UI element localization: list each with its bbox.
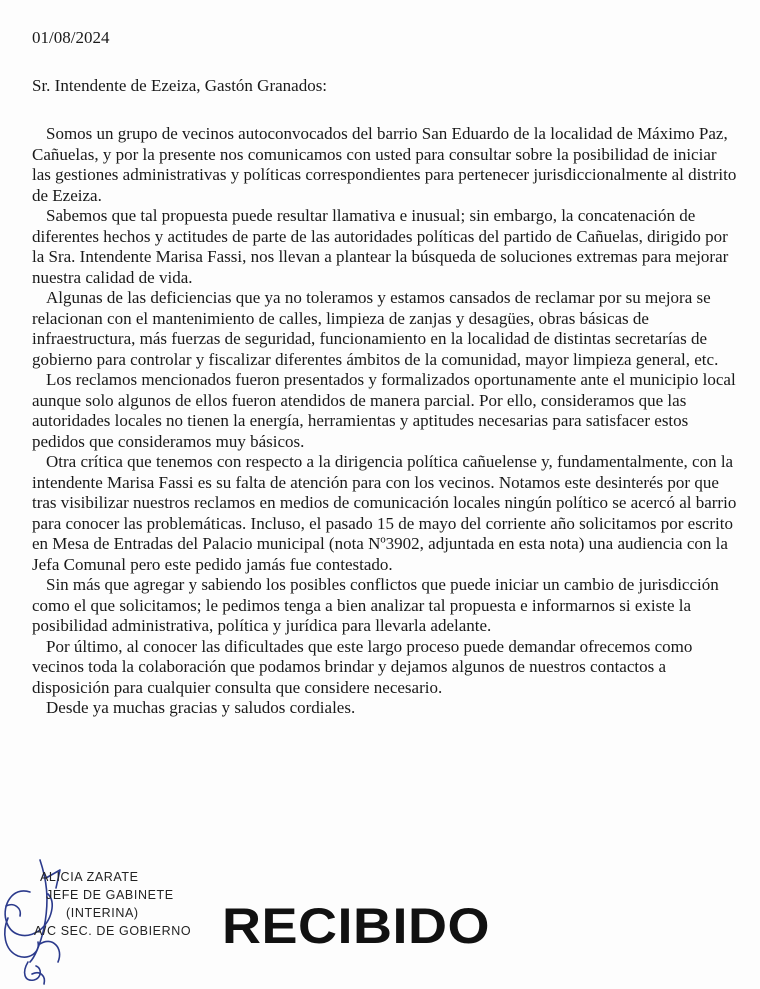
paragraph-1: Somos un grupo de vecinos autoconvocados del barrio San Eduardo de la localidad de Máximo Paz, Cañuelas, y por la presente nos comunicamos con usted para consultar sobre la posibilidad de iniciar las gestiones administrativas y políticas correspondientes para pertenecer jurisdiccionalmente al distrito de Ezeiza.: [32, 124, 737, 205]
stamp-title: JEFE DE GABINETE: [46, 888, 174, 902]
stamp-department: A/C SEC. DE GOBIERNO: [34, 924, 192, 938]
letter-body: [32, 124, 738, 719]
letter-date: 01/08/2024: [32, 28, 110, 47]
paragraph-3: Algunas de las deficiencias que ya no toleramos y estamos cansados de reclamar por su mejora se relacionan con el mantenimiento de calles, limpieza de zanjas y desagües, obras básicas de infraestructura, más fuerzas de seguridad, funcionamiento en la localidad de distintas secretarías de gobierno para controlar y fiscalizar diferentes ámbitos de la comunidad, mayor limpieza general, etc.: [32, 288, 719, 369]
paragraph-8: Desde ya muchas gracias y saludos cordiales.: [46, 698, 356, 717]
stamp-interim: (INTERINA): [66, 906, 139, 920]
paragraph-6: Sin más que agregar y sabiendo los posibles conflictos que puede iniciar un cambio de jurisdicción como el que solicitamos; le pedimos tenga a bien analizar tal propuesta e informarnos si existe la posibilidad administrativa, política y jurídica para llevarla adelante.: [32, 575, 719, 635]
stamp-name: ALICIA ZARATE: [40, 870, 139, 884]
paragraph-2: Sabemos que tal propuesta puede resultar llamativa e inusual; sin embargo, la concatenación de diferentes hechos y actitudes de parte de las autoridades políticas del partido de Cañuelas, dirigido por la Sra. Intendente Marisa Fassi, nos llevan a plantear la búsqueda de soluciones extremas para mejorar nuestra calidad de vida.: [32, 206, 729, 287]
paragraph-5: Otra crítica que tenemos con respecto a la dirigencia política cañuelense y, fundamentalmente, con la intendente Marisa Fassi es su falta de atención para con los vecinos. Notamos este desinterés por que tras visibilizar nuestros reclamos en medios de comunicación locales ningún político se acercó al barrio para conocer las problemáticas. Incluso, el pasado 15 de mayo del corriente año solicitamos por escrito en Mesa de Entradas del Palacio municipal (nota Nº3902, adjuntada en esta nota) una audiencia con la Jefa Comunal pero este pedido jamás fue contestado.: [32, 452, 737, 574]
paragraph-7: Por último, al conocer las dificultades que este largo proceso puede demandar ofrecemos como vecinos toda la colaboración que podamos brindar y dejamos algunos de nuestros contactos a disposición para cualquier consulta que considere necesario.: [32, 636, 693, 697]
official-stamp: [0, 862, 210, 982]
paragraph-4: Los reclamos mencionados fueron presentados y formalizados oportunamente ante el municipio local aunque solo algunos de ellos fueron atendidos de manera parcial. Por ello, consideramos que las autoridades locales no tienen la energía, herramientas y aptitudes necesarias para satisfacer estos pedidos que consideramos muy básicos.: [32, 370, 736, 451]
letter-salutation: Sr. Intendente de Ezeiza, Gastón Granados:: [32, 76, 328, 95]
received-stamp: RECIBIDO: [222, 898, 491, 955]
